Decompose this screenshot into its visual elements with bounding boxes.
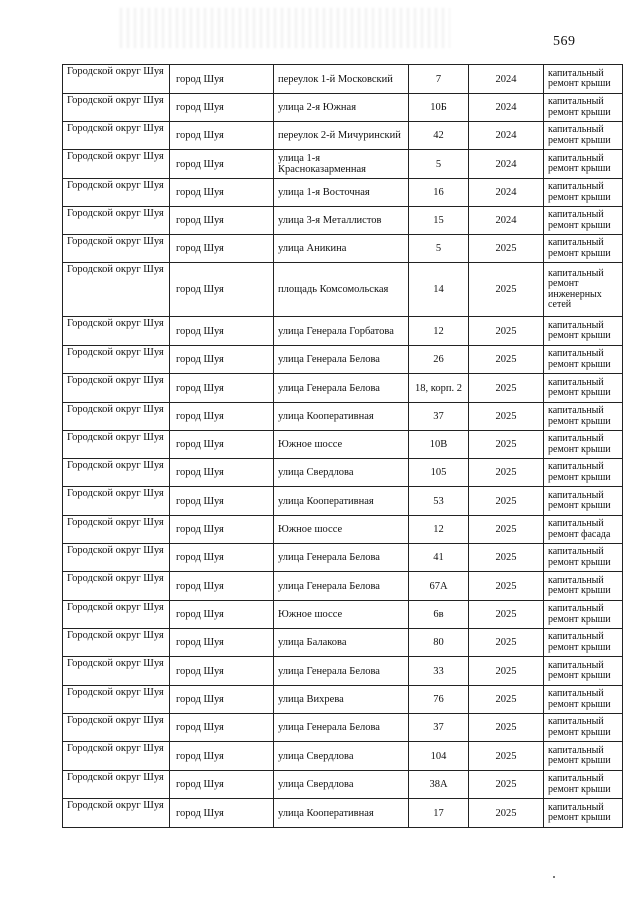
cell-district: Городской округ Шуя [63, 601, 170, 629]
cell-street: улица Кооперативная [274, 487, 409, 516]
table-row [63, 742, 623, 771]
table-row [63, 94, 623, 122]
cell-house: 33 [409, 657, 469, 686]
cell-house: 14 [409, 263, 469, 317]
cell-city: город Шуя [170, 431, 274, 459]
cell-district: Городской округ Шуя [63, 235, 170, 263]
cell-work: капитальный ремонт крыши [544, 686, 623, 714]
cell-work: капитальный ремонт крыши [544, 235, 623, 263]
cell-city: город Шуя [170, 487, 274, 516]
cell-work: капитальный ремонт крыши [544, 431, 623, 459]
table-row [63, 601, 623, 629]
cell-house: 18, корп. 2 [409, 374, 469, 403]
cell-work: капитальный ремонт крыши [544, 572, 623, 601]
cell-work: капитальный ремонт крыши [544, 657, 623, 686]
cell-street: улица Кооперативная [274, 799, 409, 828]
cell-district: Городской округ Шуя [63, 374, 170, 403]
table-row [63, 122, 623, 150]
cell-city: город Шуя [170, 601, 274, 629]
scan-noise [120, 8, 450, 48]
cell-city: город Шуя [170, 572, 274, 601]
cell-city: город Шуя [170, 799, 274, 828]
table-row [63, 487, 623, 516]
cell-house: 10Б [409, 94, 469, 122]
cell-work: капитальный ремонт крыши [544, 179, 623, 207]
cell-district: Городской округ Шуя [63, 207, 170, 235]
cell-year: 2024 [469, 179, 544, 207]
cell-house: 37 [409, 403, 469, 431]
cell-street: улица Свердлова [274, 459, 409, 487]
cell-work: капитальный ремонт крыши [544, 207, 623, 235]
cell-house: 53 [409, 487, 469, 516]
cell-work: капитальный ремонт крыши [544, 601, 623, 629]
cell-street: улица Генерала Белова [274, 346, 409, 374]
cell-work: капитальный ремонт крыши [544, 629, 623, 657]
cell-city: город Шуя [170, 516, 274, 544]
cell-city: город Шуя [170, 742, 274, 771]
page-number: 569 [553, 34, 576, 49]
table-row [63, 403, 623, 431]
cell-street: улица Генерала Белова [274, 657, 409, 686]
cell-year: 2025 [469, 544, 544, 572]
cell-year: 2025 [469, 771, 544, 799]
cell-work: капитальный ремонт крыши [544, 714, 623, 742]
cell-work: капитальный ремонт крыши [544, 487, 623, 516]
cell-district: Городской округ Шуя [63, 263, 170, 317]
cell-city: город Шуя [170, 207, 274, 235]
table-row [63, 317, 623, 346]
table-row [63, 150, 623, 179]
cell-district: Городской округ Шуя [63, 65, 170, 94]
table-row [63, 516, 623, 544]
cell-house: 15 [409, 207, 469, 235]
cell-year: 2024 [469, 122, 544, 150]
cell-year: 2025 [469, 459, 544, 487]
cell-house: 5 [409, 235, 469, 263]
cell-street: улица Генерала Белова [274, 572, 409, 601]
cell-street: Южное шоссе [274, 516, 409, 544]
cell-house: 16 [409, 179, 469, 207]
cell-street: улица Кооперативная [274, 403, 409, 431]
cell-work: капитальный ремонт крыши [544, 459, 623, 487]
cell-work: капитальный ремонт крыши [544, 346, 623, 374]
scan-speck [553, 876, 555, 878]
cell-work: капитальный ремонт крыши [544, 150, 623, 179]
cell-work: капитальный ремонт крыши [544, 65, 623, 94]
cell-house: 6в [409, 601, 469, 629]
cell-year: 2025 [469, 799, 544, 828]
cell-district: Городской округ Шуя [63, 544, 170, 572]
cell-city: город Шуя [170, 179, 274, 207]
repair-schedule-table-container [62, 64, 622, 828]
cell-house: 7 [409, 65, 469, 94]
table-row [63, 65, 623, 94]
cell-street: площадь Комсомольская [274, 263, 409, 317]
cell-city: город Шуя [170, 714, 274, 742]
cell-year: 2025 [469, 263, 544, 317]
cell-district: Городской округ Шуя [63, 799, 170, 828]
cell-district: Городской округ Шуя [63, 686, 170, 714]
cell-street: улица Свердлова [274, 742, 409, 771]
cell-year: 2025 [469, 742, 544, 771]
table-row [63, 686, 623, 714]
cell-district: Городской округ Шуя [63, 572, 170, 601]
cell-year: 2024 [469, 94, 544, 122]
cell-year: 2025 [469, 714, 544, 742]
cell-city: город Шуя [170, 150, 274, 179]
cell-work: капитальный ремонт крыши [544, 799, 623, 828]
cell-street: улица Генерала Горбатова [274, 317, 409, 346]
cell-house: 80 [409, 629, 469, 657]
cell-city: город Шуя [170, 459, 274, 487]
table-row [63, 544, 623, 572]
cell-house: 38А [409, 771, 469, 799]
cell-work: капитальный ремонт крыши [544, 742, 623, 771]
cell-city: город Шуя [170, 65, 274, 94]
cell-street: улица Балакова [274, 629, 409, 657]
cell-year: 2025 [469, 657, 544, 686]
cell-city: город Шуя [170, 263, 274, 317]
cell-district: Городской округ Шуя [63, 179, 170, 207]
cell-district: Городской округ Шуя [63, 771, 170, 799]
cell-city: город Шуя [170, 346, 274, 374]
cell-city: город Шуя [170, 686, 274, 714]
table-row [63, 459, 623, 487]
cell-house: 104 [409, 742, 469, 771]
cell-city: город Шуя [170, 629, 274, 657]
cell-district: Городской округ Шуя [63, 403, 170, 431]
cell-year: 2025 [469, 629, 544, 657]
cell-work: капитальный ремонт крыши [544, 317, 623, 346]
cell-work: капитальный ремонт крыши [544, 94, 623, 122]
table-row [63, 207, 623, 235]
cell-house: 17 [409, 799, 469, 828]
repair-schedule-table [62, 64, 623, 828]
cell-street: улица Генерала Белова [274, 544, 409, 572]
cell-house: 26 [409, 346, 469, 374]
cell-street: улица 2-я Южная [274, 94, 409, 122]
cell-year: 2025 [469, 516, 544, 544]
cell-district: Городской округ Шуя [63, 657, 170, 686]
cell-work: капитальный ремонт фасада [544, 516, 623, 544]
cell-district: Городской округ Шуя [63, 459, 170, 487]
table-row [63, 263, 623, 317]
cell-street: улица Аникина [274, 235, 409, 263]
cell-district: Городской округ Шуя [63, 317, 170, 346]
cell-city: город Шуя [170, 544, 274, 572]
cell-house: 67А [409, 572, 469, 601]
cell-work: капитальный ремонт крыши [544, 771, 623, 799]
cell-city: город Шуя [170, 122, 274, 150]
cell-city: город Шуя [170, 657, 274, 686]
cell-city: город Шуя [170, 94, 274, 122]
cell-year: 2025 [469, 374, 544, 403]
cell-house: 76 [409, 686, 469, 714]
cell-city: город Шуя [170, 317, 274, 346]
cell-year: 2025 [469, 317, 544, 346]
cell-district: Городской округ Шуя [63, 346, 170, 374]
cell-year: 2024 [469, 207, 544, 235]
cell-work: капитальный ремонт инженерных сетей [544, 263, 623, 317]
cell-house: 5 [409, 150, 469, 179]
cell-district: Городской округ Шуя [63, 714, 170, 742]
cell-year: 2025 [469, 686, 544, 714]
cell-year: 2025 [469, 403, 544, 431]
cell-year: 2025 [469, 601, 544, 629]
cell-house: 37 [409, 714, 469, 742]
cell-work: капитальный ремонт крыши [544, 544, 623, 572]
cell-year: 2024 [469, 65, 544, 94]
cell-year: 2025 [469, 572, 544, 601]
cell-house: 42 [409, 122, 469, 150]
table-row [63, 629, 623, 657]
cell-district: Городской округ Шуя [63, 431, 170, 459]
cell-district: Городской округ Шуя [63, 629, 170, 657]
cell-street: улица 1-я Восточная [274, 179, 409, 207]
cell-year: 2025 [469, 346, 544, 374]
cell-district: Городской округ Шуя [63, 150, 170, 179]
table-body [63, 65, 623, 828]
cell-city: город Шуя [170, 235, 274, 263]
cell-district: Городской округ Шуя [63, 487, 170, 516]
cell-street: улица Вихрева [274, 686, 409, 714]
table-row [63, 346, 623, 374]
cell-street: улица Генерала Белова [274, 374, 409, 403]
cell-district: Городской округ Шуя [63, 94, 170, 122]
cell-street: улица 1-я Красноказарменная [274, 150, 409, 179]
cell-street: Южное шоссе [274, 431, 409, 459]
cell-year: 2025 [469, 487, 544, 516]
table-row [63, 374, 623, 403]
cell-year: 2024 [469, 150, 544, 179]
cell-street: улица Свердлова [274, 771, 409, 799]
table-row [63, 771, 623, 799]
cell-house: 41 [409, 544, 469, 572]
cell-street: переулок 2-й Мичуринский [274, 122, 409, 150]
table-row [63, 179, 623, 207]
cell-year: 2025 [469, 431, 544, 459]
table-row [63, 431, 623, 459]
cell-street: улица Генерала Белова [274, 714, 409, 742]
cell-work: капитальный ремонт крыши [544, 403, 623, 431]
table-row [63, 572, 623, 601]
cell-district: Городской округ Шуя [63, 516, 170, 544]
table-row [63, 235, 623, 263]
cell-district: Городской округ Шуя [63, 122, 170, 150]
cell-city: город Шуя [170, 403, 274, 431]
cell-house: 105 [409, 459, 469, 487]
cell-street: Южное шоссе [274, 601, 409, 629]
table-row [63, 714, 623, 742]
cell-work: капитальный ремонт крыши [544, 122, 623, 150]
cell-street: улица 3-я Металлистов [274, 207, 409, 235]
cell-city: город Шуя [170, 374, 274, 403]
cell-street: переулок 1-й Московский [274, 65, 409, 94]
cell-house: 10В [409, 431, 469, 459]
cell-city: город Шуя [170, 771, 274, 799]
cell-house: 12 [409, 516, 469, 544]
table-row [63, 657, 623, 686]
cell-house: 12 [409, 317, 469, 346]
cell-district: Городской округ Шуя [63, 742, 170, 771]
cell-work: капитальный ремонт крыши [544, 374, 623, 403]
table-row [63, 799, 623, 828]
cell-year: 2025 [469, 235, 544, 263]
